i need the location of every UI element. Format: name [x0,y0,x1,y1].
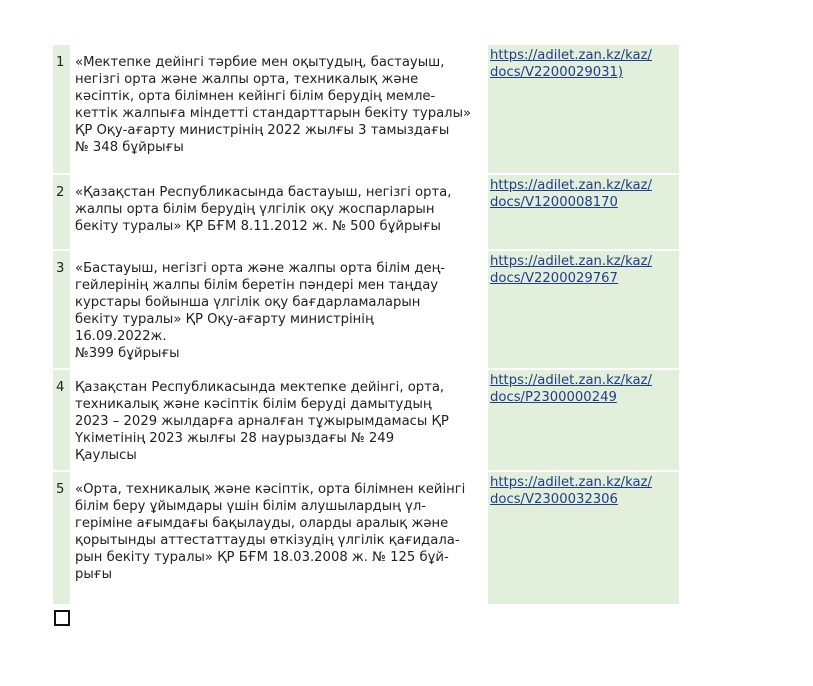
table-row [53,472,679,606]
document-description: «Мектепке дейінгі тәрбие мен оқытудың, бастауыш, негізгі орта және жалпы орта, техникалық және кәсіптік, орта білімнен кейінгі білім берудің мемле- кеттік жалпыға міндетті стандарттарын бекіту туралы» ҚР Оқу-ағарту министрінің 2022 жылғы 3 тамыздағы № 348 бұйрығы [70,45,488,175]
document-link[interactable]: https://adilet.zan.kz/kaz/ docs/V2300032306 [490,475,652,507]
document-link[interactable]: https://adilet.zan.kz/kaz/ docs/V2200029767 [490,254,652,286]
row-number: 5 [53,472,70,606]
document-description: «Орта, техникалық және кәсіптік, орта білімнен кейінгі білім беру ұйымдары үшін білім алушылардың үл- геріміне ағымдағы бақылауды, оларды аралық және қорытынды аттестаттауды өткізудің үлгілік қағидала- рын бекіту туралы» ҚР БҒМ 18.03.2008 ж. № 125 бұй- рығы [70,472,488,606]
link-cell [488,370,679,472]
row-number: 4 [53,370,70,472]
document-description: «Бастауыш, негізгі орта және жалпы орта білім дең- гейлерінің жалпы білім беретін пәндері мен таңдау курстары бойынша үлгілік оқу бағдарламаларын бекіту туралы» ҚР Оқу-ағарту министрінің 16.09.2022ж. №399 бұйрығы [70,251,488,370]
table-row [53,370,679,472]
row-number: 2 [53,175,70,251]
link-cell [488,45,679,175]
document-link[interactable]: https://adilet.zan.kz/kaz/ docs/P2300000249 [490,373,652,405]
link-cell [488,472,679,606]
document-link[interactable]: https://adilet.zan.kz/kaz/ docs/V2200029031) [490,48,652,80]
table-row [53,251,679,370]
legal-documents-table [53,45,679,606]
table-row [53,175,679,251]
row-number: 3 [53,251,70,370]
document-description: Қазақстан Республикасында мектепке дейінгі, орта, техникалық және кәсіптік білім беруді дамытудың 2023 – 2029 жылдарға арналған тұжырымдамасы ҚР Үкіметінің 2023 жылғы 28 наурыздағы № 249 Қаулысы [70,370,488,472]
link-cell [488,175,679,251]
link-cell [488,251,679,370]
document-description: «Қазақстан Республикасында бастауыш, негізгі орта, жалпы орта білім берудің үлгілік оқу жоспарларын бекіту туралы» ҚР БҒМ 8.11.2012 ж. № 500 бұйрығы [70,175,488,251]
table-row [53,45,679,175]
row-number: 1 [53,45,70,175]
document-link[interactable]: https://adilet.zan.kz/kaz/ docs/V1200008170 [490,178,652,210]
empty-checkbox[interactable] [54,610,70,626]
